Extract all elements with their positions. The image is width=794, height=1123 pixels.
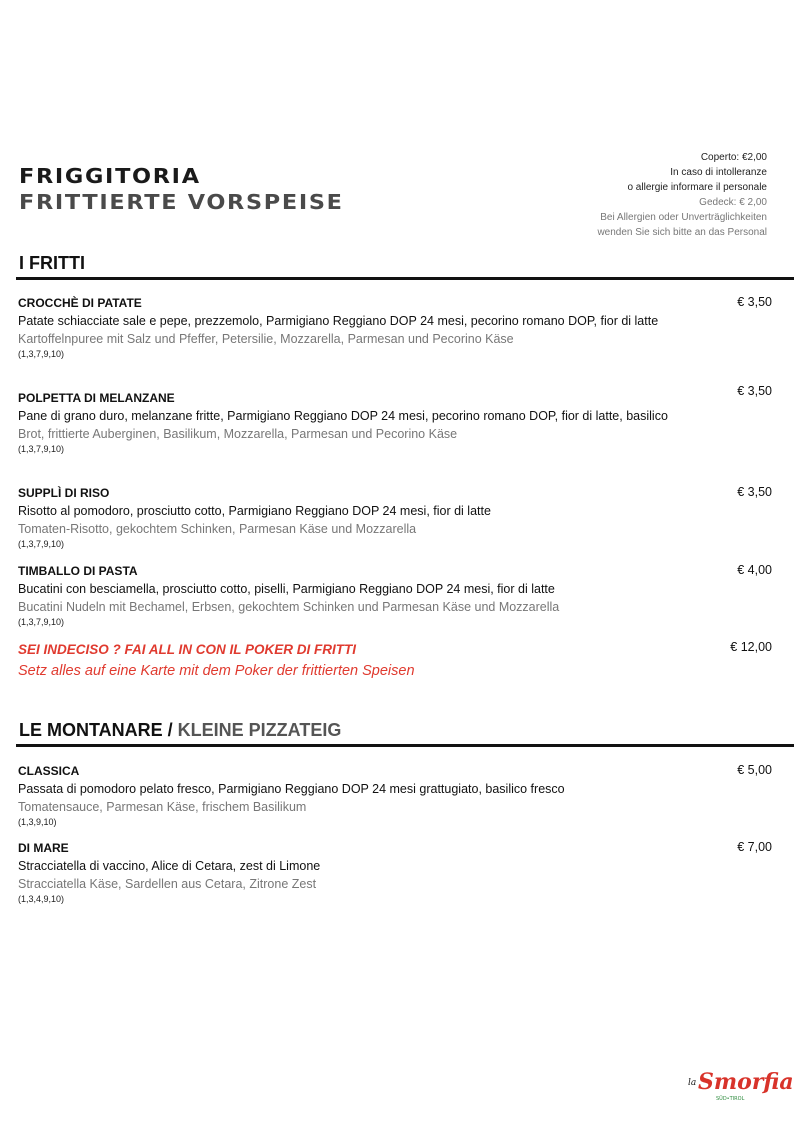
promo-subtitle: Setz alles auf eine Karte mit dem Poker der frittierten Speisen	[18, 663, 415, 679]
allergy-text-1: Bei Allergien oder Unverträglichkeiten	[600, 212, 767, 223]
item-description: Passata di pomodoro pelato fresco, Parmigiano Reggiano DOP 24 mesi grattugiato, basilico fresco	[18, 782, 565, 796]
item-description: Bucatini con besciamella, prosciutto cotto, piselli, Parmigiano Reggiano DOP 24 mesi, fior di latte	[18, 582, 555, 596]
allergy-text-2: wenden Sie sich bitte an das Personal	[597, 227, 767, 238]
menu-item	[18, 295, 772, 361]
item-price: € 3,50	[737, 295, 772, 309]
menu-item	[18, 763, 772, 829]
item-name: TIMBALLO DI PASTA	[18, 564, 138, 578]
item-description-german: Tomatensauce, Parmesan Käse, frischem Basilikum	[18, 800, 307, 814]
item-price: € 3,50	[737, 384, 772, 398]
section-title-fritti: I FRITTI	[19, 253, 85, 273]
section-divider	[16, 744, 794, 747]
page-title	[19, 163, 344, 215]
item-allergens: (1,3,7,9,10)	[18, 444, 65, 454]
item-description: Risotto al pomodoro, prosciutto cotto, Parmigiano Reggiano DOP 24 mesi, fior di latte	[18, 504, 491, 518]
item-allergens: (1,3,4,9,10)	[18, 894, 65, 904]
coperto-text: Coperto: €2,00	[700, 152, 767, 163]
smorfia-logo	[686, 1063, 794, 1103]
title-german: FRITTIERTE VORSPEISE	[19, 190, 344, 214]
menu-item	[18, 384, 772, 456]
item-description-german: Tomaten-Risotto, gekochtem Schinken, Parmesan Käse und Mozzarella	[18, 522, 417, 536]
section-title-german: KLEINE PIZZATEIG	[177, 720, 342, 740]
section-title-montanare: LE MONTANARE / KLEINE PIZZATEIG	[19, 720, 342, 740]
promo-title: SEI INDECISO ? FAI ALL IN CON IL POKER DI FRITTI	[18, 642, 357, 657]
item-name: SUPPLÌ DI RISO	[18, 486, 110, 500]
gedeck-text: Gedeck: € 2,00	[699, 197, 767, 208]
item-description: Stracciatella di vaccino, Alice di Cetara, zest di Limone	[18, 859, 321, 873]
logo-graphic	[686, 1063, 794, 1103]
item-allergens: (1,3,9,10)	[18, 817, 57, 827]
item-price: € 4,00	[737, 563, 772, 577]
item-description-german: Bucatini Nudeln mit Bechamel, Erbsen, gekochtem Schinken und Parmesan Käse und Mozzarella	[18, 600, 560, 614]
intolerance-text-1: In caso di intolleranze	[670, 167, 767, 178]
item-description-german: Kartoffelnpuree mit Salz und Pfeffer, Petersilie, Mozzarella, Parmesan und Pecorino Käse	[18, 332, 514, 346]
item-price: € 7,00	[737, 840, 772, 854]
promo-poker	[18, 640, 772, 682]
item-description: Patate schiacciate sale e pepe, prezzemolo, Parmigiano Reggiano DOP 24 mesi, pecorino romano DOP, fior di latte	[18, 314, 659, 328]
logo-sub-text: SÜD•TIROL	[716, 1096, 745, 1102]
item-allergens: (1,3,7,9,10)	[18, 617, 65, 627]
item-name: POLPETTA DI MELANZANE	[18, 391, 175, 405]
item-name: CROCCHÈ DI PATATE	[18, 296, 142, 310]
title-italian: FRIGGITORIA	[19, 164, 201, 188]
menu-item	[18, 840, 772, 906]
item-price: € 3,50	[737, 485, 772, 499]
item-description: Pane di grano duro, melanzane fritte, Parmigiano Reggiano DOP 24 mesi, pecorino romano DOP, fior di latte, basilico	[18, 409, 668, 423]
menu-item	[18, 485, 772, 551]
section-divider	[16, 277, 794, 280]
item-allergens: (1,3,7,9,10)	[18, 349, 65, 359]
intolerance-text-2: o allergie informare il personale	[627, 182, 767, 193]
service-notice	[597, 150, 767, 240]
item-description-german: Stracciatella Käse, Sardellen aus Cetara, Zitrone Zest	[18, 877, 317, 891]
logo-small-text: la	[688, 1078, 697, 1088]
logo-main-text: Smorfia	[698, 1069, 794, 1095]
item-description-german: Brot, frittierte Auberginen, Basilikum, Mozzarella, Parmesan und Pecorino Käse	[18, 427, 458, 441]
item-allergens: (1,3,7,9,10)	[18, 539, 65, 549]
menu-item	[18, 563, 772, 629]
item-price: € 5,00	[737, 763, 772, 777]
item-name: DI MARE	[18, 841, 69, 855]
item-name: CLASSICA	[18, 764, 80, 778]
promo-price: € 12,00	[730, 640, 772, 654]
